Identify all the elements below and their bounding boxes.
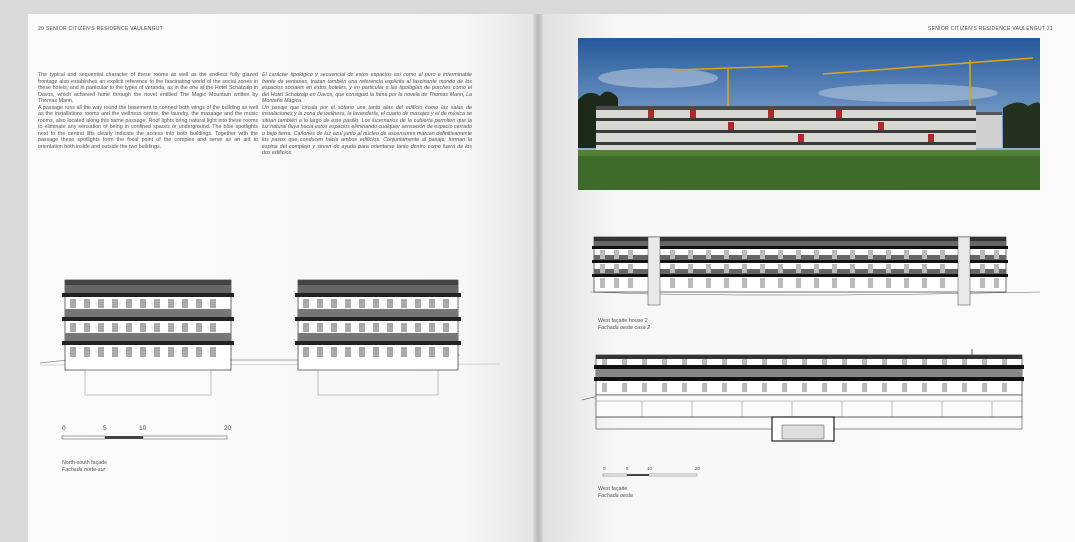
scale-label: 20 [695, 466, 701, 471]
english-text-column [38, 72, 258, 150]
left-page-header: 20 SENIOR CITIZEN'S RESIDENCE VAULENGUT [38, 26, 164, 32]
spanish-text-column [262, 72, 472, 157]
caption-spanish: Fachada oeste casa 2 [598, 325, 651, 331]
north-south-facade-drawing [40, 265, 500, 405]
scale-label: 5 [103, 425, 107, 432]
book-gutter [533, 14, 543, 542]
building-elevation-1 [62, 280, 234, 395]
scale-label: 0 [603, 466, 606, 471]
caption-spanish: Fachada norte-sur [62, 467, 106, 473]
caption-english: West façade house 2 [598, 318, 648, 324]
caption-spanish: Fachada oeste [598, 493, 634, 499]
english-paragraph: A passage runs all the way round the basement to connect both wings of the building as well as the installations rooms and the wellness centre, the laundry, the massage and the music rooms, also located along this same passage. Roof lights bring natural light into these rooms to eliminate any sensation of being in confined spaces or underground. The blue spotlights next to the central lifts clearly indicate the access into both buildings. Together with the passage these spotlights form the focal point of the complex and serve as an aid to orientation both inside and outside the two buildings. [38, 104, 258, 150]
scale-bar-right [603, 472, 703, 478]
scale-bar-left [62, 432, 237, 442]
caption-english: North-south façade [62, 460, 108, 466]
west-facade-drawing [582, 345, 1038, 445]
right-page-header: SENIOR CITIZEN'S RESIDENCE VAULENGUT 21 [928, 26, 1053, 32]
caption-english: West façade [598, 486, 628, 492]
building-photo [578, 38, 1040, 190]
building-elevation-2 [295, 280, 461, 395]
scale-label: 20 [224, 425, 232, 432]
scale-label: 0 [62, 425, 66, 432]
west-facade-house-2-caption [598, 318, 650, 332]
spanish-paragraph: El carácter tipológico y secuencial de estos espacios así como el puro e interminable frente de ventanas, trazan también una referencia explícita al fascinante mundo de los espacios sociales en estos hoteles, y en particular a las tipologías de porches como el del Hotel Schatzalp en Davos, que consiguió la fama por la novela de Thomas Mann, La Montaña Mágica. [262, 72, 472, 104]
english-paragraph: The typical and sequential character of these rooms as well as the endless fully glazed frontage also establishes an explicit reference to the fascinating world of the social zones in these hotels, and in particular to the types of veranda, as in the one at the Hotel Schatzalp in Davos, which achieved fame through the novel entitled The Magic Mountain written by Thomas Mann. [38, 72, 258, 104]
spanish-paragraph: Un pasaje que circula por el sótano une tanto alas del edificio como las salas de instalaciones y la zona de wellness, la lavandería, el cuarto de masajes y el de música se sitúan también a lo largo de este pasillo. Los lucernarios de la cubierta permiten que la luz natural fluya hacia estos espacios eliminando cualquier sensación de espacio cerrado o bajo tierra. Cañones de luz azul junto al núcleo de ascensores marcan definitivamente los pasos que conducen hacia ambos edificios. Conjuntamente al pasaje, forman la espina del complejo y sirven de ayuda para orientarse tanto dentro como fuera de los dos edificios. [262, 104, 472, 156]
scale-label: 10 [139, 425, 147, 432]
west-facade-house-2-drawing [590, 232, 1040, 312]
west-facade-caption [598, 486, 633, 500]
north-south-caption [62, 460, 107, 474]
scale-label: 5 [626, 466, 629, 471]
scale-label: 10 [647, 466, 653, 471]
